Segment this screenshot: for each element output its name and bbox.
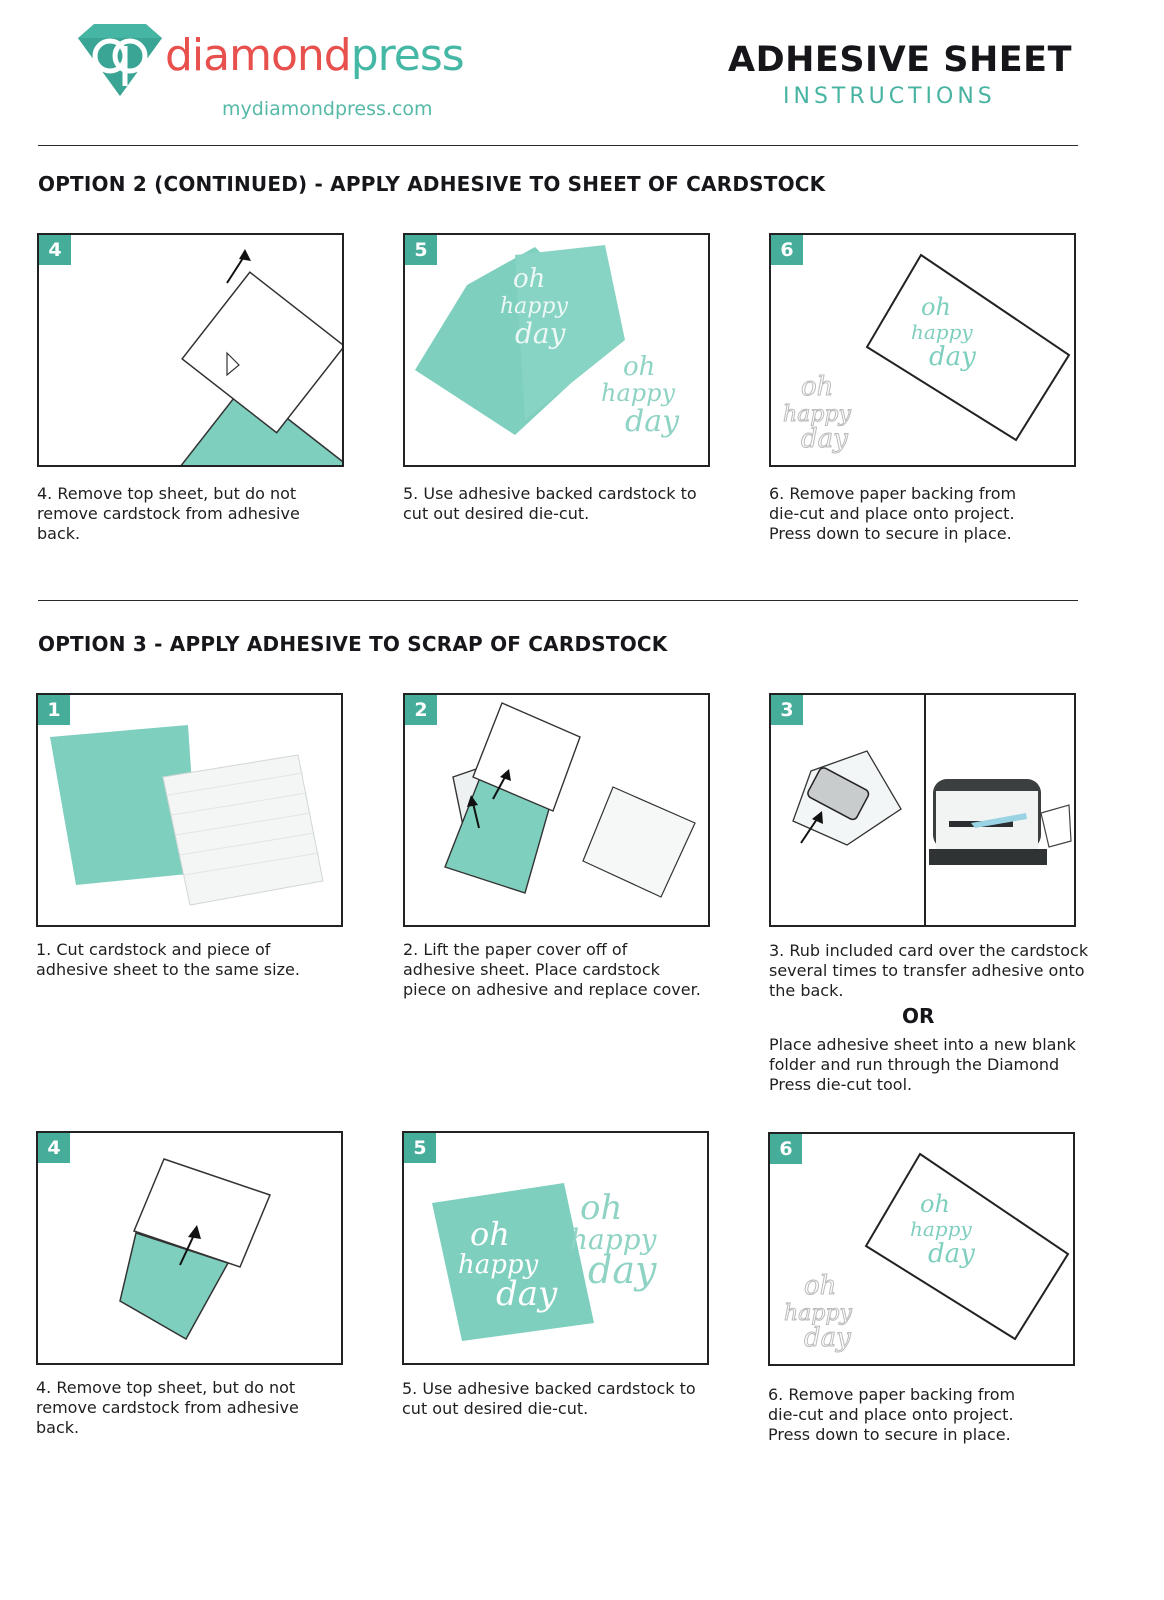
brand-name-part2: press xyxy=(350,30,464,81)
website-link[interactable]: mydiamondpress.com xyxy=(222,98,433,120)
step-caption-opt2-6: 6. Remove paper backing from die-cut and place onto project. Press down to secure in place. xyxy=(769,484,1017,543)
step-number-badge: 6 xyxy=(770,1134,802,1164)
document-subtitle: INSTRUCTIONS xyxy=(783,84,996,109)
brand-wordmark xyxy=(165,30,464,81)
step-number-badge: 6 xyxy=(771,235,803,265)
section-heading-option3: OPTION 3 - APPLY ADHESIVE TO SCRAP OF CARDSTOCK xyxy=(38,632,668,656)
section-heading-option2: OPTION 2 (CONTINUED) - APPLY ADHESIVE TO SHEET OF CARDSTOCK xyxy=(38,172,826,196)
diecut-word-day: day xyxy=(496,1274,558,1314)
step-panel-opt3-3 xyxy=(769,693,1076,927)
diecut-word-oh: oh xyxy=(920,1190,950,1218)
diecut-word-oh: oh xyxy=(513,264,546,294)
step-caption-opt3-1: 1. Cut cardstock and piece of adhesive sheet to the same size. xyxy=(36,940,300,979)
step-caption-opt3-5: 5. Use adhesive backed cardstock to cut out desired die-cut. xyxy=(402,1379,696,1418)
peel-top-sheet-illustration xyxy=(38,1133,343,1365)
step-panel-opt2-5 xyxy=(403,233,710,467)
diecut-word-happy: happy xyxy=(458,1250,539,1280)
lift-cover-illustration xyxy=(405,695,710,927)
paper-backing-word-oh: oh xyxy=(804,1271,837,1301)
step-panel-opt3-5 xyxy=(402,1131,709,1365)
diecut-word-day: day xyxy=(929,342,976,372)
step-caption-opt2-5: 5. Use adhesive backed cardstock to cut out desired die-cut. xyxy=(403,484,697,523)
divider-top xyxy=(38,145,1078,146)
diecut-word-oh: oh xyxy=(921,293,951,321)
step-number-badge: 1 xyxy=(38,695,70,725)
place-diecut-on-project-illustration xyxy=(770,1134,1075,1366)
place-diecut-on-project-illustration xyxy=(771,235,1076,467)
diecut-word-happy: happy xyxy=(570,1223,657,1256)
step-number-badge: 4 xyxy=(39,235,71,265)
step-panel-opt2-6 xyxy=(769,233,1076,467)
step-caption-opt2-4: 4. Remove top sheet, but do not remove cardstock from adhesive back. xyxy=(37,484,300,543)
paper-backing-word-oh: oh xyxy=(801,372,834,402)
paper-backing-word-day: day xyxy=(804,1323,851,1353)
step-caption-opt3-6: 6. Remove paper backing from die-cut and place onto project. Press down to secure in place. xyxy=(768,1385,1016,1444)
step-alt-caption-opt3-3: Place adhesive sheet into a new blank folder and run through the Diamond Press die-cut tool. xyxy=(769,1035,1076,1094)
step-number-badge: 3 xyxy=(771,695,803,725)
diecut-word-happy: happy xyxy=(910,1217,972,1241)
transfer-adhesive-illustration xyxy=(771,695,1076,927)
step-panel-opt3-4 xyxy=(36,1131,343,1365)
diecut-cardstock-illustration xyxy=(405,235,710,467)
brand-name-part1: diamond xyxy=(165,30,351,81)
step-panel-opt3-1 xyxy=(36,693,343,927)
diecut-word-oh: oh xyxy=(580,1188,623,1228)
step-caption-opt3-2: 2. Lift the paper cover off of adhesive sheet. Place cardstock piece on adhesive and replace cover. xyxy=(403,940,701,999)
step-number-badge: 5 xyxy=(404,1133,436,1163)
step-panel-opt3-2 xyxy=(403,693,710,927)
paper-backing-word-happy: happy xyxy=(783,402,851,427)
diecut-word-oh: oh xyxy=(623,352,656,382)
step-panel-opt2-4 xyxy=(37,233,344,467)
step-number-badge: 5 xyxy=(405,235,437,265)
diecut-word-happy: happy xyxy=(601,379,676,407)
document-title: ADHESIVE SHEET xyxy=(728,40,1072,80)
paper-backing-word-day: day xyxy=(801,424,848,454)
step-number-badge: 4 xyxy=(38,1133,70,1163)
step-panel-opt3-6 xyxy=(768,1132,1075,1366)
divider-middle xyxy=(38,600,1078,601)
diamond-logo-icon xyxy=(72,20,168,100)
paper-backing-word-happy: happy xyxy=(784,1301,852,1326)
or-separator: OR xyxy=(902,1004,935,1028)
step-number-badge: 2 xyxy=(405,695,437,725)
diecut-word-day: day xyxy=(928,1239,975,1269)
cut-to-size-illustration xyxy=(38,695,343,927)
diecut-word-day: day xyxy=(625,404,680,439)
step-caption-opt3-4: 4. Remove top sheet, but do not remove cardstock from adhesive back. xyxy=(36,1378,299,1437)
diecut-word-happy: happy xyxy=(500,294,568,319)
peel-top-sheet-illustration xyxy=(39,235,344,467)
diecut-word-happy: happy xyxy=(911,320,973,344)
diecut-word-oh: oh xyxy=(470,1215,510,1253)
step-caption-opt3-3: 3. Rub included card over the cardstock several times to transfer adhesive onto the back. xyxy=(769,941,1089,1000)
diecut-cardstock-illustration xyxy=(404,1133,709,1365)
diecut-word-day: day xyxy=(588,1248,657,1292)
diecut-word-day: day xyxy=(515,317,566,350)
